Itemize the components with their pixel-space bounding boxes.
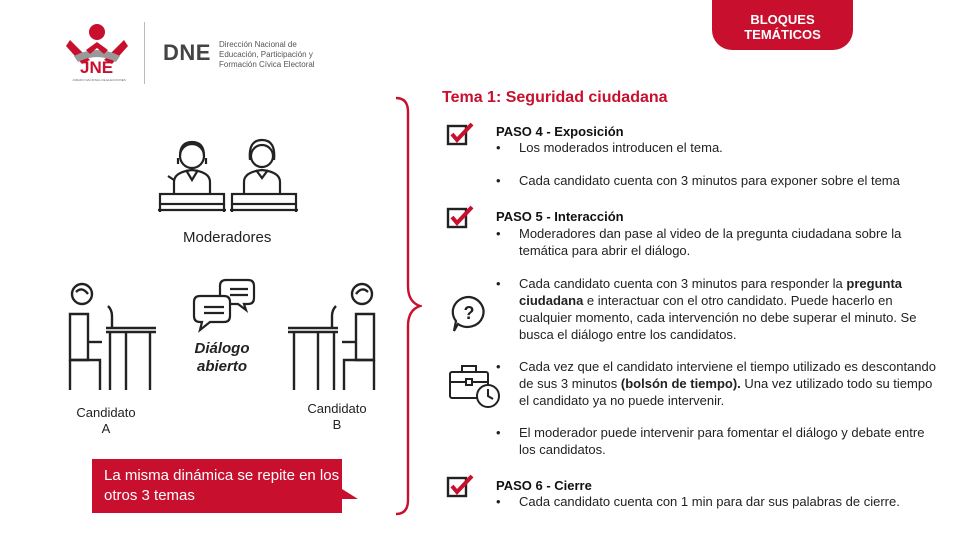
step-title: PASO 4 - Exposición bbox=[496, 124, 624, 139]
dialogue-label: Diálogo abierto bbox=[194, 340, 250, 375]
checkbox-icon bbox=[446, 474, 474, 498]
question-icon bbox=[450, 294, 488, 334]
candidate-b-label: Candidato B bbox=[307, 401, 367, 432]
bullet-item: • Cada candidato cuenta con 3 minutos para exponer sobre el tema bbox=[496, 173, 900, 188]
jne-subtitle: JURADO NACIONAL DE ELECCIONES bbox=[72, 78, 126, 82]
bullet-item: • El moderador puede intervenir para fomentar el diálogo y debate entre los candidatos. bbox=[496, 425, 925, 457]
brace-icon bbox=[392, 96, 422, 516]
briefcase-clock-icon bbox=[448, 362, 502, 410]
bullet-item: • Cada vez que el candidato interviene el tiempo utilizado es descontando de sus 3 minutos (bolsón de tiempo). Una vez utilizado todo su tiempo el candidato ya no puede intervenir. bbox=[496, 359, 936, 408]
jne-logo-text: JNE bbox=[80, 58, 114, 77]
bullet-item: • Cada candidato cuenta con 1 min para dar sus palabras de cierre. bbox=[496, 494, 900, 509]
step-title: PASO 5 - Interacción bbox=[496, 209, 624, 224]
section-badge: BLOQUES TEMÁTICOS bbox=[712, 0, 853, 50]
logo-divider bbox=[144, 22, 145, 84]
checkbox-icon bbox=[446, 122, 474, 146]
step-title: PASO 6 - Cierre bbox=[496, 478, 592, 493]
dne-logo-text: DNE bbox=[163, 40, 211, 65]
candidate-icon bbox=[286, 280, 378, 396]
moderator-icon bbox=[156, 136, 300, 218]
checkbox-icon bbox=[446, 205, 474, 229]
chat-bubbles-icon bbox=[190, 276, 256, 336]
bullet-item: • Los moderados introducen el tema. bbox=[496, 140, 723, 155]
candidate-icon bbox=[66, 280, 158, 396]
dne-description: Dirección Nacional de Educación, Participación y Formación Cívica Electoral bbox=[219, 40, 315, 69]
svg-text:?: ? bbox=[463, 303, 475, 323]
bullet-item: • Moderadores dan pase al video de la pregunta ciudadana sobre la temática para abrir el diálogo. bbox=[496, 226, 902, 258]
note-text: La misma dinámica se repite en los otros 3 temas bbox=[104, 467, 340, 504]
bullet-item: • Cada candidato cuenta con 3 minutos para responder la pregunta ciudadana e interactuar con el otro candidato. Puede hacerlo en cualquier momento, cada intervención no debe superar el minuto. Se busca el diálogo entre los candidatos. bbox=[496, 276, 917, 342]
candidate-a-label: Candidato A bbox=[76, 405, 136, 436]
moderators-label: Moderadores bbox=[183, 229, 272, 246]
section-title: Tema 1: Seguridad ciudadana bbox=[442, 89, 668, 106]
